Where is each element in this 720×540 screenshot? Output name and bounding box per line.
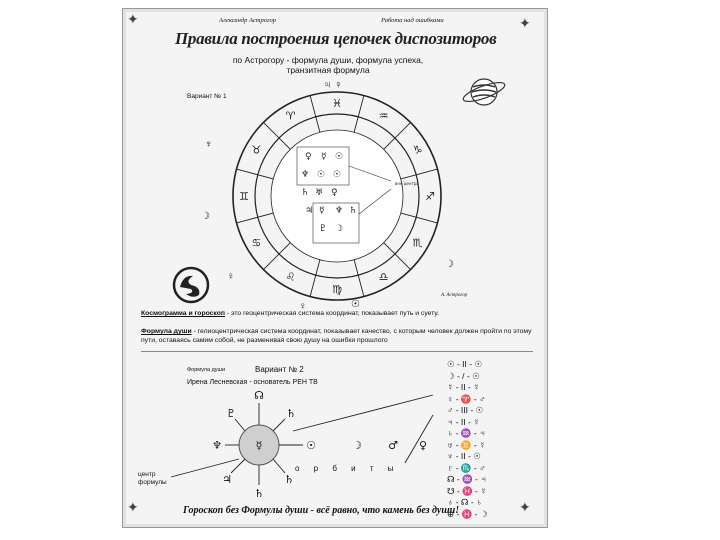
svg-text:☉: ☉ (335, 152, 344, 162)
legend-row: ♆ - II - ☉ (447, 451, 481, 461)
variant2-label: Вариант № 2 (255, 365, 304, 374)
svg-text:☉: ☉ (317, 170, 326, 180)
formula-text: - гелиоцентрическая система координат, показывает качество, с которым человек должен пройти по этому пути, оставаясь самим собой, не разменивая свою душу на ошибки прошлого (141, 328, 532, 344)
zodiac-sign: ♋ (251, 236, 262, 250)
cosmogram-term: Космограмма и гороскоп (141, 310, 226, 317)
zodiac-sign: ♏ (412, 236, 423, 250)
zodiac-sign: ♉ (251, 143, 262, 157)
zodiac-sign: ♍ (332, 283, 342, 296)
svg-text:♄: ♄ (349, 206, 358, 216)
legend-row: ♃ - II - ☿ (447, 416, 480, 427)
page-title: Правила построения цепочек диспозиторов (175, 29, 497, 48)
star-ornament-icon: ✦ (127, 11, 139, 27)
svg-text:♇: ♇ (226, 407, 236, 420)
svg-text:☊: ☊ (254, 389, 264, 402)
variant2-author: Ирена Лесневская - основатель РЕН ТВ (187, 379, 318, 386)
svg-text:♀: ♀ (305, 152, 312, 162)
star-ornament-icon: ✦ (519, 15, 531, 31)
planet-glyph-bottom: ☉ (351, 299, 360, 310)
star-ornament-icon: ✦ (127, 499, 139, 515)
planet-glyph-bottom-mid: ♀ (299, 301, 307, 312)
planet-glyph-bottom-left: ♀ (227, 271, 235, 282)
author-left: Александр Астрогор (219, 17, 276, 24)
orbits-label: о р б и т ы (295, 464, 400, 473)
wheel-copyright: А. Астрогор (441, 293, 468, 298)
svg-text:♄: ♄ (301, 188, 310, 198)
zodiac-sign: ♐ (425, 190, 435, 203)
svg-text:☿: ☿ (255, 439, 263, 452)
svg-text:♆: ♆ (301, 170, 310, 180)
legend-row: ☉ - II - ☉ (447, 359, 483, 369)
house-spoke (263, 122, 290, 149)
svg-text:☿: ☿ (321, 152, 327, 162)
natal-wheel (221, 89, 453, 303)
house-spoke (401, 169, 438, 179)
legend-row: ♀ - ♈ - ♂ (447, 393, 486, 404)
legend-row: ♂ - III - ☉ (447, 405, 484, 415)
legend-row: ☊ - ♒ - ♃ (447, 474, 487, 484)
house-spoke (401, 213, 438, 223)
house-spoke (384, 122, 411, 149)
svg-text:♆: ♆ (335, 206, 344, 216)
svg-text:♇: ♇ (319, 224, 328, 234)
page-subtitle: по Астрогору - формула души, формула успеха, транзитная формула (232, 55, 424, 75)
house-spoke (354, 260, 364, 297)
svg-text:♄: ♄ (254, 487, 264, 500)
formula-diagram (143, 387, 443, 503)
legend-row: ♅ - ♊ - ☿ (447, 439, 486, 450)
cosmogram-definition (141, 309, 533, 318)
legend-row: ⊕ - ♓ - ☽ (447, 508, 488, 519)
svg-text:♃: ♃ (305, 206, 314, 216)
house-spoke (310, 260, 320, 297)
planet-glyph-right: ☽ (445, 259, 454, 270)
document-sheet (122, 8, 548, 528)
legend-row: ☋ - ♓ - ☿ (447, 485, 487, 496)
zodiac-sign: ♓ (332, 97, 342, 110)
svg-text:♄: ♄ (286, 407, 296, 420)
saturn-logo-icon (461, 69, 507, 115)
svg-text:☿: ☿ (319, 206, 325, 216)
legend-row: ♄ - ♒ - ♃ (447, 428, 486, 438)
spiral-logo-icon (171, 265, 211, 305)
cosmogram-text: - это геоцентрическая система координат, показывает путь и суету. (225, 310, 440, 317)
house-spoke (354, 96, 364, 133)
svg-text:☉: ☉ (306, 439, 316, 452)
zodiac-sign: ♌ (285, 270, 296, 284)
zodiac-sign: ♎ (378, 270, 389, 284)
svg-text:☽: ☽ (352, 439, 362, 452)
legend-row: ♇ - ♏ - ♂ (447, 462, 486, 473)
zodiac-sign: ♒ (378, 109, 389, 123)
formula-term: Формула души (141, 328, 192, 335)
svg-text:☽: ☽ (335, 224, 344, 234)
planet-glyph-left: ♆ (205, 139, 213, 150)
formula-definition (141, 327, 533, 345)
legend-row: ♁ - ☊ - ♄ (447, 497, 483, 507)
formula-small-label: Формула души (187, 367, 226, 373)
wheel-tiny-label: вне центра (395, 181, 419, 186)
star-ornament-icon: ✦ (519, 499, 531, 515)
zodiac-sign: ♊ (239, 190, 249, 203)
footer-motto: Гороскоп без Формулы души - всё равно, что камень без души! (183, 505, 460, 516)
planet-glyphs-top: ♃ ♀ (323, 79, 343, 91)
divider (141, 351, 533, 352)
svg-text:♆: ♆ (212, 439, 222, 452)
house-spoke (237, 213, 274, 223)
center-formula-label: центр формулы (138, 471, 167, 486)
zodiac-sign: ♈ (285, 109, 296, 123)
svg-text:☉: ☉ (333, 170, 342, 180)
variant1-label: Вариант № 1 (187, 93, 227, 100)
zodiac-sign: ♑ (412, 143, 423, 157)
house-spoke (263, 243, 290, 270)
author-right: Работа над ошибками (381, 17, 444, 24)
svg-text:♀: ♀ (331, 188, 338, 198)
legend-row: ☿ - II - ☿ (447, 382, 480, 392)
svg-text:♅: ♅ (315, 188, 324, 198)
svg-text:♀: ♀ (418, 439, 428, 452)
planet-glyph-left-lower: ☽ (201, 211, 210, 222)
house-spoke (237, 169, 274, 179)
house-spoke (310, 96, 320, 133)
svg-text:♃: ♃ (222, 473, 232, 486)
house-spoke (384, 243, 411, 270)
dispositor-legend (447, 359, 531, 520)
svg-text:♄: ♄ (284, 473, 294, 486)
svg-text:♂: ♂ (388, 439, 398, 452)
legend-row: ☽ - / - ☉ (447, 370, 480, 381)
